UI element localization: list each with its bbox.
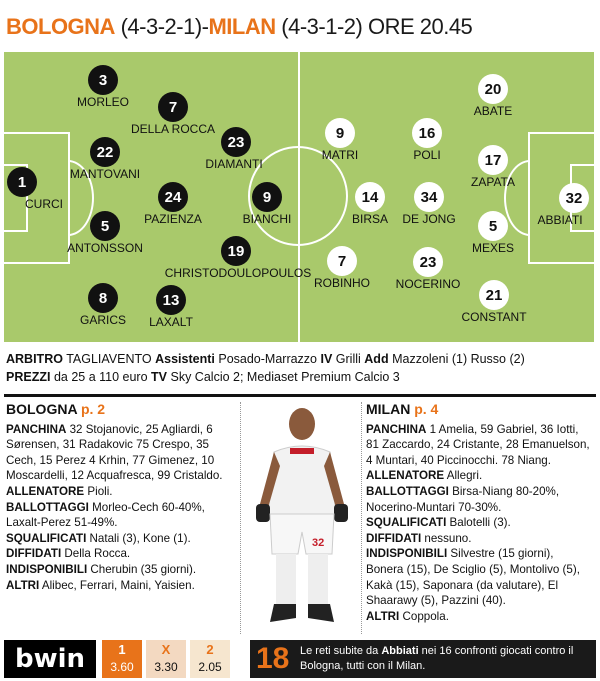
odd-label: X	[161, 642, 171, 657]
altri-value: Alibec, Ferrari, Maini, Yaisien.	[41, 578, 195, 592]
player-name: LAXALT	[149, 315, 193, 329]
bologna-ballottaggi	[6, 500, 238, 531]
milan-allenatore	[366, 468, 594, 484]
panchina-label: PANCHINA	[6, 422, 67, 436]
player-number: 7	[158, 92, 188, 122]
player-name: CHRISTODOULOPOULOS	[164, 266, 312, 280]
player-name: BIANCHI	[242, 212, 292, 226]
column-divider-right	[361, 402, 363, 634]
player-name: ABBIATI	[537, 213, 583, 227]
player-number: 1	[7, 167, 37, 197]
milan-indisponibili	[366, 546, 594, 608]
home-formation: (4-3-2-1)-	[120, 14, 209, 39]
bologna-diffidati	[6, 546, 238, 562]
panchina-value: 1 Amelia, 59 Gabriel, 36 Iotti, 81 Zaccardo, 24 Cristante, 28 Emanuelson, 4 Muntari, 40 Piccinocchi. 78 Niang.	[366, 422, 590, 467]
squalificati-label: SQUALIFICATI	[6, 531, 87, 545]
odd-value: 2.05	[198, 660, 222, 674]
player-number: 3	[88, 65, 118, 95]
arbitro-value: TAGLIAVENTO	[66, 352, 152, 366]
altri-label: ALTRI	[6, 578, 40, 592]
player-name: DIAMANTI	[205, 157, 263, 171]
odd-home	[102, 640, 142, 678]
iv-label: IV	[320, 352, 333, 366]
player-name: DE JONG	[402, 212, 456, 226]
indisponibili-value: Silvestre (15 giorni), Bonera (15), De Sciglio (5), Montolivo (5), Kakà (15), Saponara (da valutare), El Shaarawy (5), Pazzini (40).	[366, 547, 580, 608]
match-title	[6, 14, 472, 40]
panchina-label: PANCHINA	[366, 422, 427, 436]
player-name: DELLA ROCCA	[130, 122, 216, 136]
player-number: 13	[156, 285, 186, 315]
player-name: MANTOVANI	[69, 167, 141, 181]
football-pitch	[4, 52, 594, 342]
allenatore-value: Pioli.	[87, 484, 113, 498]
bologna-page-ref: p. 2	[80, 401, 106, 417]
player-number: 9	[325, 118, 355, 148]
player-number: 17	[478, 145, 508, 175]
bologna-allenatore	[6, 484, 238, 500]
player-name: NOCERINO	[395, 277, 461, 291]
player-number: 20	[478, 74, 508, 104]
milan-title: MILAN	[366, 401, 411, 417]
altri-label: ALTRI	[366, 609, 400, 623]
panchina-value: 32 Stojanovic, 25 Agliardi, 6 Sørensen, 31 Radakovic 75 Crespo, 35 Cech, 15 Perez 4 Krhin, 77 Gimenez, 10 Moscardelli, 12 Acquafresca, 99 Cristaldo.	[6, 422, 223, 483]
diffidati-label: DIFFIDATI	[366, 531, 422, 545]
milan-squalificati	[366, 515, 594, 531]
ballottaggi-label: BALLOTTAGGI	[6, 500, 89, 514]
squalificati-value: Balotelli (3).	[449, 516, 511, 530]
bologna-squalificati	[6, 531, 238, 547]
stat-box	[250, 640, 596, 678]
milan-diffidati	[366, 531, 594, 547]
player-number: 5	[90, 211, 120, 241]
home-team-name: BOLOGNA	[6, 14, 115, 39]
arbitro-label: ARBITRO	[6, 352, 63, 366]
player-number: 24	[158, 182, 188, 212]
player-number: 19	[221, 236, 251, 266]
stat-text-pre: Le reti subite da	[300, 645, 382, 657]
odd-draw	[146, 640, 186, 678]
prezzi-value: da 25 a 110 euro	[53, 370, 148, 384]
player-number: 23	[221, 127, 251, 157]
milan-altri	[366, 609, 594, 625]
ballottaggi-value: Morleo-Cech 60-40%, Laxalt-Perez 51-49%.	[6, 500, 205, 530]
allenatore-label: ALLENATORE	[6, 484, 85, 498]
section-divider	[4, 394, 596, 397]
player-name: ANTONSSON	[67, 241, 143, 255]
tv-value: Sky Calcio 2; Mediaset Premium Calcio 3	[170, 370, 400, 384]
player-name: ROBINHO	[313, 276, 371, 290]
player-number: 23	[413, 247, 443, 277]
away-team-name: MILAN	[208, 14, 276, 39]
ballottaggi-label: BALLOTTAGGI	[366, 484, 449, 498]
assistenti-label: Assistenti	[155, 352, 215, 366]
player-number: 8	[88, 283, 118, 313]
indisponibili-label: INDISPONIBILI	[6, 562, 88, 576]
odd-label: 2	[206, 642, 214, 657]
player-name: ABATE	[473, 104, 513, 118]
player-number: 21	[479, 280, 509, 310]
milan-panchina	[366, 422, 594, 469]
player-number: 34	[414, 182, 444, 212]
odd-away	[190, 640, 230, 678]
allenatore-value: Allegri.	[446, 469, 483, 483]
player-name: GARICS	[79, 313, 127, 327]
assistenti-value: Posado-Marrazzo	[218, 352, 318, 366]
player-name: CURCI	[25, 197, 63, 211]
player-name: PAZIENZA	[144, 212, 202, 226]
player-shirt-number: 32	[312, 537, 325, 549]
player-name: MORLEO	[76, 95, 130, 109]
away-formation: (4-3-1-2) ORE 20.45	[281, 14, 473, 39]
allenatore-label: ALLENATORE	[366, 469, 445, 483]
player-number: 14	[355, 182, 385, 212]
player-name: MATRI	[321, 148, 359, 162]
bologna-heading	[6, 402, 238, 418]
odd-label: 1	[118, 642, 126, 657]
player-name: BIRSA	[351, 212, 389, 226]
player-number: 7	[327, 246, 357, 276]
player-number: 22	[90, 137, 120, 167]
player-name: POLI	[413, 148, 441, 162]
ballottaggi-value: Birsa-Niang 80-20%, Nocerino-Muntari 70-30%.	[366, 484, 560, 514]
iv-value: Grilli	[335, 352, 361, 366]
player-number: 16	[412, 118, 442, 148]
player-name: CONSTANT	[461, 310, 527, 324]
milan-ballottaggi	[366, 484, 594, 515]
diffidati-value: Della Rocca.	[64, 547, 131, 561]
prezzi-label: PREZZI	[6, 370, 51, 384]
milan-heading	[366, 402, 594, 418]
player-number: 9	[252, 182, 282, 212]
add-value: Mazzoleni (1) Russo (2)	[392, 352, 525, 366]
tv-label: TV	[151, 370, 168, 384]
stat-text-bold: Abbiati	[381, 645, 419, 657]
match-info	[6, 350, 596, 386]
altri-value: Coppola.	[402, 609, 449, 623]
bwin-logo: bwin	[4, 640, 96, 678]
add-label: Add	[364, 352, 389, 366]
bologna-altri	[6, 578, 238, 594]
bologna-column	[6, 402, 238, 593]
stat-text-post: nei 16 confronti giocati contro il Bologna, tutti con il Milan.	[300, 645, 574, 672]
milan-page-ref: p. 4	[414, 401, 439, 417]
odd-value: 3.60	[110, 660, 134, 674]
milan-column	[366, 402, 594, 624]
player-number: 5	[478, 211, 508, 241]
squalificati-label: SQUALIFICATI	[366, 516, 447, 530]
diffidati-value: nessuno.	[424, 531, 472, 545]
player-name: MEXES	[471, 241, 515, 255]
diffidati-label: DIFFIDATI	[6, 547, 62, 561]
indisponibili-label: INDISPONIBILI	[366, 547, 448, 561]
player-number: 32	[559, 183, 589, 213]
squalificati-value: Natali (3), Kone (1).	[89, 531, 191, 545]
indisponibili-value: Cherubin (35 giorni).	[90, 562, 197, 576]
footer-bar	[4, 640, 596, 678]
officials-line	[6, 350, 596, 368]
bologna-panchina	[6, 422, 238, 484]
odd-value: 3.30	[154, 660, 178, 674]
bologna-indisponibili	[6, 562, 238, 578]
stat-text	[300, 644, 590, 674]
player-photo	[252, 404, 352, 632]
column-divider-left	[240, 402, 242, 634]
player-name: ZAPATA	[470, 175, 516, 189]
bologna-title: BOLOGNA	[6, 401, 78, 417]
stat-number: 18	[256, 642, 290, 675]
prices-line	[6, 368, 596, 386]
